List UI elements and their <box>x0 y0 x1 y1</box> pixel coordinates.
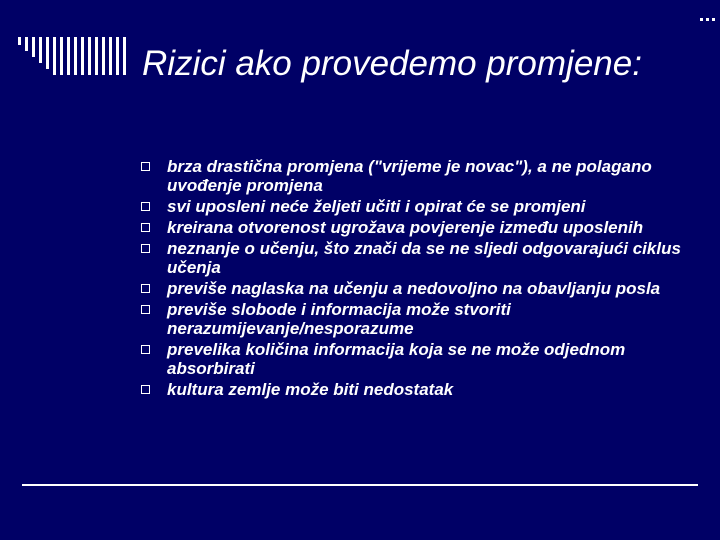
hollow-square-bullet-icon <box>141 162 150 171</box>
bullet-text: neznanje o učenju, što znači da se ne sljedi odgovarajući ciklus učenja <box>167 239 681 277</box>
hollow-square-bullet-icon <box>141 284 150 293</box>
bullet-text: kreirana otvorenost ugrožava povjerenje između uposlenih <box>167 218 644 237</box>
bullet-list <box>141 157 681 401</box>
list-item <box>141 380 681 399</box>
bullet-text: prevelika količina informacija koja se ne može odjednom absorbirati <box>167 340 626 378</box>
hollow-square-bullet-icon <box>141 244 150 253</box>
list-item <box>141 218 681 237</box>
bullet-text: svi uposleni neće željeti učiti i opirat će se promjeni <box>167 197 586 216</box>
list-item <box>141 239 681 277</box>
list-item <box>141 340 681 378</box>
slide-title: Rizici ako provedemo promjene: <box>142 44 642 83</box>
list-item <box>141 279 681 298</box>
list-item <box>141 300 681 338</box>
list-item <box>141 157 681 195</box>
bullet-text: previše naglaska na učenju a nedovoljno na obavljanju posla <box>167 279 661 298</box>
list-item <box>141 197 681 216</box>
hollow-square-bullet-icon <box>141 345 150 354</box>
bullet-text: kultura zemlje može biti nedostatak <box>167 380 454 399</box>
hollow-square-bullet-icon <box>141 305 150 314</box>
bottom-divider <box>22 484 698 486</box>
hollow-square-bullet-icon <box>141 202 150 211</box>
bullet-text: previše slobode i informacija može stvoriti nerazumijevanje/nesporazume <box>167 300 511 338</box>
hollow-square-bullet-icon <box>141 385 150 394</box>
hollow-square-bullet-icon <box>141 223 150 232</box>
bullet-text: brza drastična promjena ("vrijeme je novac"), a ne polagano uvođenje promjena <box>167 157 652 195</box>
